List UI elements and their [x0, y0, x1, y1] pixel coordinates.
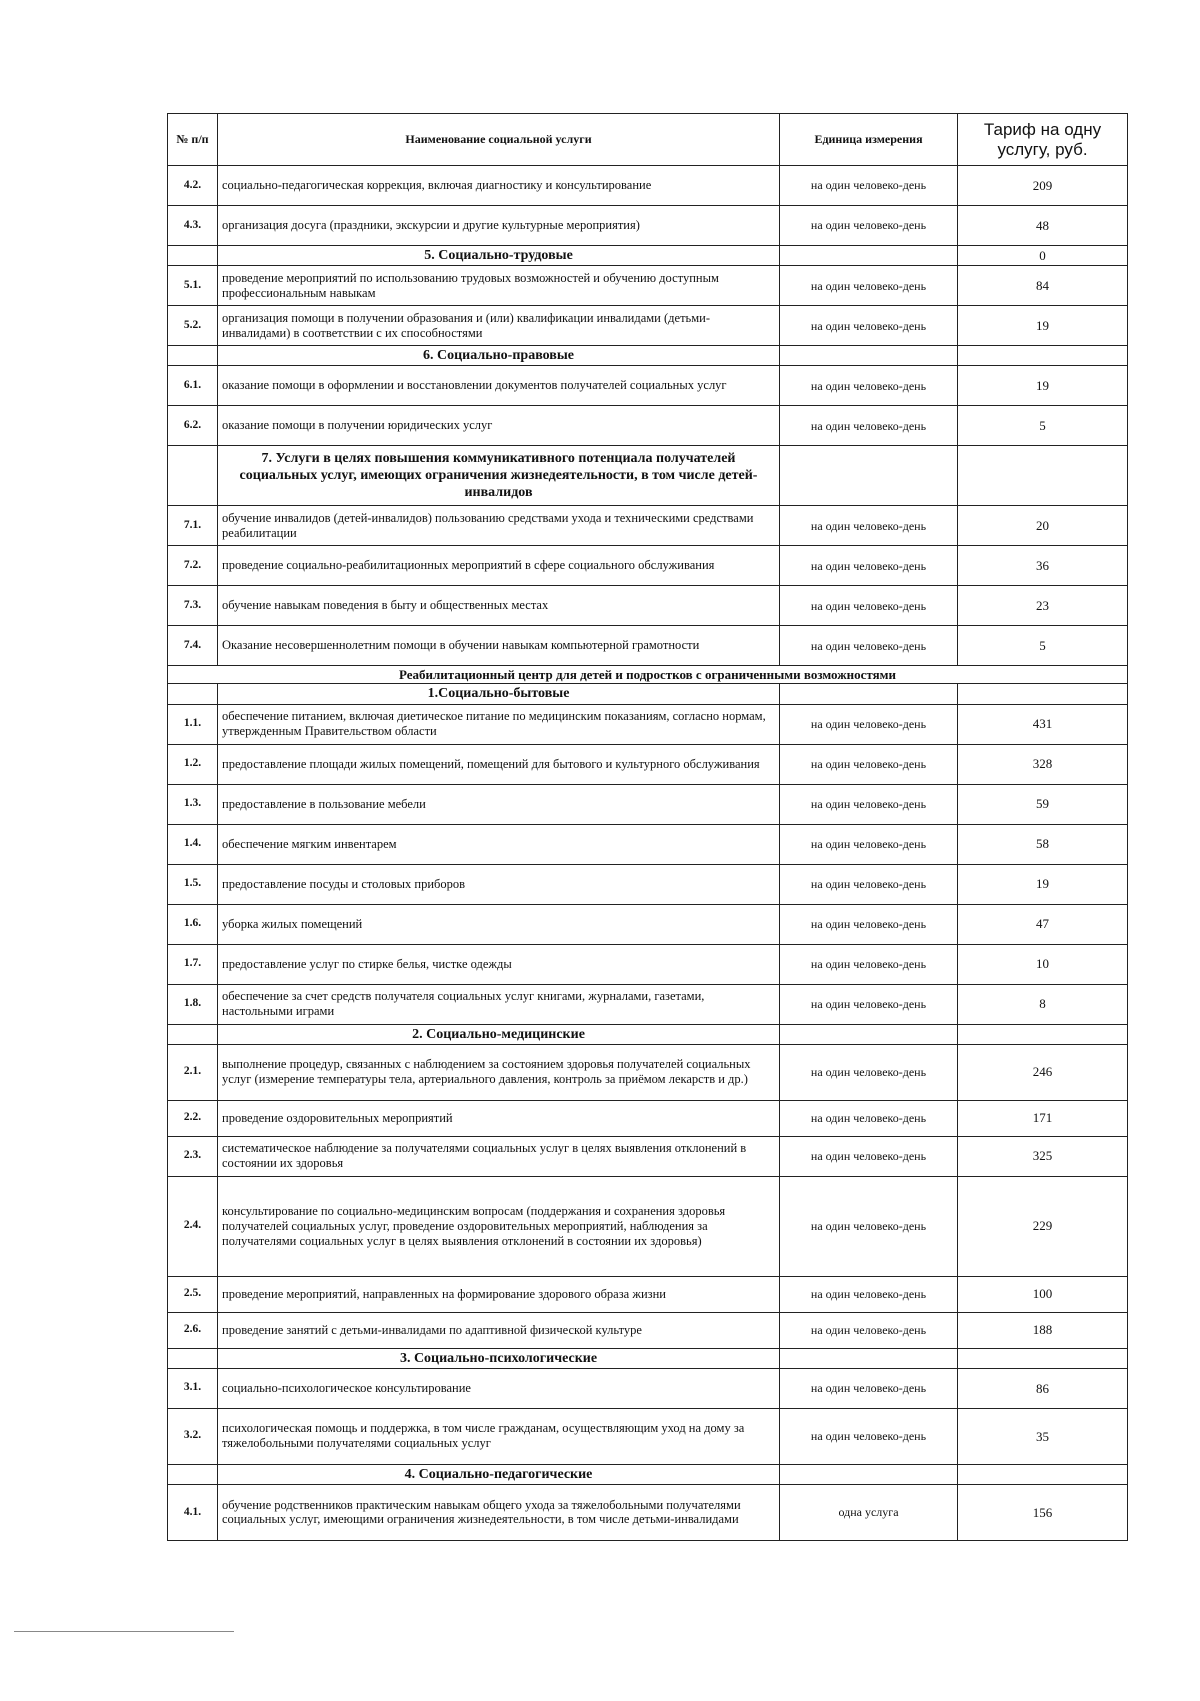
- tariff-value: 328: [958, 744, 1128, 784]
- tariff-value: [958, 1464, 1128, 1484]
- row-number: 1.3.: [168, 784, 218, 824]
- row-number: 4.3.: [168, 206, 218, 246]
- row-number: 5.1.: [168, 266, 218, 306]
- tariff-value: 84: [958, 266, 1128, 306]
- service-name: предоставление посуды и столовых приборов: [218, 864, 780, 904]
- unit-of-measure: на один человеко-день: [780, 166, 958, 206]
- table-row: [168, 904, 1128, 944]
- tariff-table: [167, 113, 1128, 1541]
- tariff-value: 325: [958, 1136, 1128, 1176]
- row-number: 1.7.: [168, 944, 218, 984]
- row-number: 4.1.: [168, 1484, 218, 1540]
- table-header-row: [168, 114, 1128, 166]
- table-row: [168, 366, 1128, 406]
- tariff-value: 156: [958, 1484, 1128, 1540]
- unit-of-measure: [780, 684, 958, 704]
- section-title: 6. Социально-правовые: [218, 346, 780, 366]
- unit-of-measure: на один человеко-день: [780, 1276, 958, 1312]
- service-name: проведение занятий с детьми-инвалидами по адаптивной физической культуре: [218, 1312, 780, 1348]
- tariff-value: 5: [958, 626, 1128, 666]
- tariff-value: 100: [958, 1276, 1128, 1312]
- row-number: [168, 1464, 218, 1484]
- section-row: [168, 246, 1128, 266]
- table-row: [168, 506, 1128, 546]
- column-header-unit: Единица измерения: [780, 114, 958, 166]
- unit-of-measure: на один человеко-день: [780, 1176, 958, 1276]
- tariff-value: [958, 446, 1128, 506]
- unit-of-measure: на один человеко-день: [780, 1136, 958, 1176]
- tariff-value: [958, 1024, 1128, 1044]
- section-title: 2. Социально-медицинские: [218, 1024, 780, 1044]
- bottom-rule: [14, 1631, 234, 1632]
- unit-of-measure: на один человеко-день: [780, 206, 958, 246]
- unit-of-measure: на один человеко-день: [780, 944, 958, 984]
- unit-of-measure: одна услуга: [780, 1484, 958, 1540]
- service-name: систематическое наблюдение за получателями социальных услуг в целях выявления отклонений в состоянии их здоровья: [218, 1136, 780, 1176]
- unit-of-measure: [780, 246, 958, 266]
- unit-of-measure: на один человеко-день: [780, 546, 958, 586]
- table-row: [168, 704, 1128, 744]
- service-name: психологическая помощь и поддержка, в том числе гражданам, осуществляющим уход на дому за тяжелобольными получателями социальных услуг: [218, 1408, 780, 1464]
- table-row: [168, 1136, 1128, 1176]
- table-body: [168, 166, 1128, 1541]
- service-name: предоставление услуг по стирке белья, чистке одежды: [218, 944, 780, 984]
- tariff-value: [958, 346, 1128, 366]
- service-name: обучение навыкам поведения в быту и общественных местах: [218, 586, 780, 626]
- unit-of-measure: на один человеко-день: [780, 1100, 958, 1136]
- unit-of-measure: на один человеко-день: [780, 406, 958, 446]
- row-number: [168, 446, 218, 506]
- row-number: 2.4.: [168, 1176, 218, 1276]
- row-number: 2.1.: [168, 1044, 218, 1100]
- table-row: [168, 1100, 1128, 1136]
- tariff-value: 171: [958, 1100, 1128, 1136]
- service-name: социально-педагогическая коррекция, включая диагностику и консультирование: [218, 166, 780, 206]
- service-name: социально-психологическое консультирование: [218, 1368, 780, 1408]
- section-title: 1.Социально-бытовые: [218, 684, 780, 704]
- row-number: [168, 684, 218, 704]
- service-name: предоставление в пользование мебели: [218, 784, 780, 824]
- service-name: организация досуга (праздники, экскурсии и другие культурные мероприятия): [218, 206, 780, 246]
- column-header-tariff: Тариф на одну услугу, руб.: [958, 114, 1128, 166]
- unit-of-measure: на один человеко-день: [780, 1044, 958, 1100]
- tariff-value: 86: [958, 1368, 1128, 1408]
- unit-of-measure: [780, 1024, 958, 1044]
- table-row: [168, 266, 1128, 306]
- institution-title: Реабилитационный центр для детей и подростков с ограниченными возможностями: [168, 666, 1128, 684]
- service-name: обучение инвалидов (детей-инвалидов) пользованию средствами ухода и техническими средствами реабилитации: [218, 506, 780, 546]
- tariff-value: [958, 1348, 1128, 1368]
- unit-of-measure: на один человеко-день: [780, 824, 958, 864]
- row-number: 1.4.: [168, 824, 218, 864]
- unit-of-measure: на один человеко-день: [780, 366, 958, 406]
- row-number: 3.2.: [168, 1408, 218, 1464]
- service-name: оказание помощи в получении юридических услуг: [218, 406, 780, 446]
- unit-of-measure: на один человеко-день: [780, 1312, 958, 1348]
- row-number: 1.8.: [168, 984, 218, 1024]
- table-row: [168, 944, 1128, 984]
- row-number: 2.5.: [168, 1276, 218, 1312]
- section-title: 3. Социально-психологические: [218, 1348, 780, 1368]
- table-row: [168, 206, 1128, 246]
- tariff-value: 19: [958, 306, 1128, 346]
- tariff-value: 35: [958, 1408, 1128, 1464]
- service-name: предоставление площади жилых помещений, помещений для бытового и культурного обслуживания: [218, 744, 780, 784]
- section-row: [168, 1348, 1128, 1368]
- row-number: 7.4.: [168, 626, 218, 666]
- table-row: [168, 546, 1128, 586]
- section-title: 4. Социально-педагогические: [218, 1464, 780, 1484]
- section-title: 5. Социально-трудовые: [218, 246, 780, 266]
- table-row: [168, 1176, 1128, 1276]
- service-name: проведение социально-реабилитационных мероприятий в сфере социального обслуживания: [218, 546, 780, 586]
- service-name: Оказание несовершеннолетним помощи в обучении навыкам компьютерной грамотности: [218, 626, 780, 666]
- service-name: выполнение процедур, связанных с наблюдением за состоянием здоровья получателей социальных услуг (измерение температуры тела, артериального давления, контроль за приёмом лекарств и др.): [218, 1044, 780, 1100]
- table-row: [168, 1368, 1128, 1408]
- service-name: проведение мероприятий, направленных на формирование здорового образа жизни: [218, 1276, 780, 1312]
- tariff-value: 431: [958, 704, 1128, 744]
- service-name: обучение родственников практическим навыкам общего ухода за тяжелобольными получателями социальных услуг, имеющими ограничения жизнедеятельности, в том числе детьми-инвалидами: [218, 1484, 780, 1540]
- row-number: 6.2.: [168, 406, 218, 446]
- unit-of-measure: на один человеко-день: [780, 984, 958, 1024]
- row-number: [168, 1348, 218, 1368]
- tariff-value: [958, 684, 1128, 704]
- service-name: организация помощи в получении образования и (или) квалификации инвалидами (детьми-инвалидами) в соответствии с их способностями: [218, 306, 780, 346]
- tariff-value: 59: [958, 784, 1128, 824]
- unit-of-measure: на один человеко-день: [780, 266, 958, 306]
- table-row: [168, 1276, 1128, 1312]
- unit-of-measure: [780, 1348, 958, 1368]
- section-row: [168, 446, 1128, 506]
- row-number: 1.2.: [168, 744, 218, 784]
- institution-row: [168, 666, 1128, 684]
- row-number: 5.2.: [168, 306, 218, 346]
- table-row: [168, 824, 1128, 864]
- unit-of-measure: на один человеко-день: [780, 586, 958, 626]
- table-row: [168, 1044, 1128, 1100]
- tariff-value: 8: [958, 984, 1128, 1024]
- table-row: [168, 586, 1128, 626]
- section-row: [168, 684, 1128, 704]
- tariff-value: 36: [958, 546, 1128, 586]
- unit-of-measure: на один человеко-день: [780, 904, 958, 944]
- unit-of-measure: [780, 446, 958, 506]
- tariff-value: 0: [958, 246, 1128, 266]
- unit-of-measure: [780, 1464, 958, 1484]
- unit-of-measure: на один человеко-день: [780, 704, 958, 744]
- table-row: [168, 1484, 1128, 1540]
- row-number: 7.1.: [168, 506, 218, 546]
- unit-of-measure: на один человеко-день: [780, 306, 958, 346]
- unit-of-measure: на один человеко-день: [780, 1368, 958, 1408]
- service-name: проведение оздоровительных мероприятий: [218, 1100, 780, 1136]
- tariff-value: 10: [958, 944, 1128, 984]
- row-number: [168, 346, 218, 366]
- row-number: 7.2.: [168, 546, 218, 586]
- unit-of-measure: [780, 346, 958, 366]
- tariff-value: 246: [958, 1044, 1128, 1100]
- tariff-value: 188: [958, 1312, 1128, 1348]
- service-name: уборка жилых помещений: [218, 904, 780, 944]
- tariff-value: 5: [958, 406, 1128, 446]
- section-title: 7. Услуги в целях повышения коммуникативного потенциала получателей социальных услуг, имеющих ограничения жизнедеятельности, в том числе детей-инвалидов: [218, 446, 780, 506]
- row-number: 1.5.: [168, 864, 218, 904]
- service-name: обеспечение питанием, включая диетическое питание по медицинским показаниям, согласно нормам, утвержденным Правительством области: [218, 704, 780, 744]
- tariff-value: 58: [958, 824, 1128, 864]
- section-row: [168, 346, 1128, 366]
- unit-of-measure: на один человеко-день: [780, 626, 958, 666]
- table-row: [168, 626, 1128, 666]
- unit-of-measure: на один человеко-день: [780, 784, 958, 824]
- service-name: оказание помощи в оформлении и восстановлении документов получателей социальных услуг: [218, 366, 780, 406]
- service-name: консультирование по социально-медицинским вопросам (поддержания и сохранения здоровья получателей социальных услуг, проведение оздоровительных мероприятий, наблюдения за получателями социальных услуг в целях выявления отклонений в состоянии их здоровья): [218, 1176, 780, 1276]
- tariff-value: 47: [958, 904, 1128, 944]
- table-row: [168, 166, 1128, 206]
- tariff-value: 19: [958, 366, 1128, 406]
- table-row: [168, 744, 1128, 784]
- tariff-value: 20: [958, 506, 1128, 546]
- section-row: [168, 1464, 1128, 1484]
- row-number: 7.3.: [168, 586, 218, 626]
- service-name: обеспечение мягким инвентарем: [218, 824, 780, 864]
- unit-of-measure: на один человеко-день: [780, 744, 958, 784]
- table-row: [168, 1408, 1128, 1464]
- row-number: 3.1.: [168, 1368, 218, 1408]
- row-number: 4.2.: [168, 166, 218, 206]
- table-row: [168, 784, 1128, 824]
- row-number: 2.6.: [168, 1312, 218, 1348]
- column-header-number: № п/п: [168, 114, 218, 166]
- row-number: 2.3.: [168, 1136, 218, 1176]
- row-number: 6.1.: [168, 366, 218, 406]
- tariff-value: 23: [958, 586, 1128, 626]
- table-row: [168, 984, 1128, 1024]
- row-number: [168, 246, 218, 266]
- unit-of-measure: на один человеко-день: [780, 506, 958, 546]
- table-row: [168, 306, 1128, 346]
- row-number: 1.6.: [168, 904, 218, 944]
- table-row: [168, 406, 1128, 446]
- service-name: проведение мероприятий по использованию трудовых возможностей и обучению доступным профессиональным навыкам: [218, 266, 780, 306]
- unit-of-measure: на один человеко-день: [780, 864, 958, 904]
- row-number: 2.2.: [168, 1100, 218, 1136]
- row-number: 1.1.: [168, 704, 218, 744]
- row-number: [168, 1024, 218, 1044]
- service-name: обеспечение за счет средств получателя социальных услуг книгами, журналами, газетами, настольными играми: [218, 984, 780, 1024]
- tariff-value: 229: [958, 1176, 1128, 1276]
- table-row: [168, 1312, 1128, 1348]
- tariff-value: 48: [958, 206, 1128, 246]
- unit-of-measure: на один человеко-день: [780, 1408, 958, 1464]
- column-header-service-name: Наименование социальной услуги: [218, 114, 780, 166]
- tariff-value: 19: [958, 864, 1128, 904]
- table-row: [168, 864, 1128, 904]
- section-row: [168, 1024, 1128, 1044]
- tariff-value: 209: [958, 166, 1128, 206]
